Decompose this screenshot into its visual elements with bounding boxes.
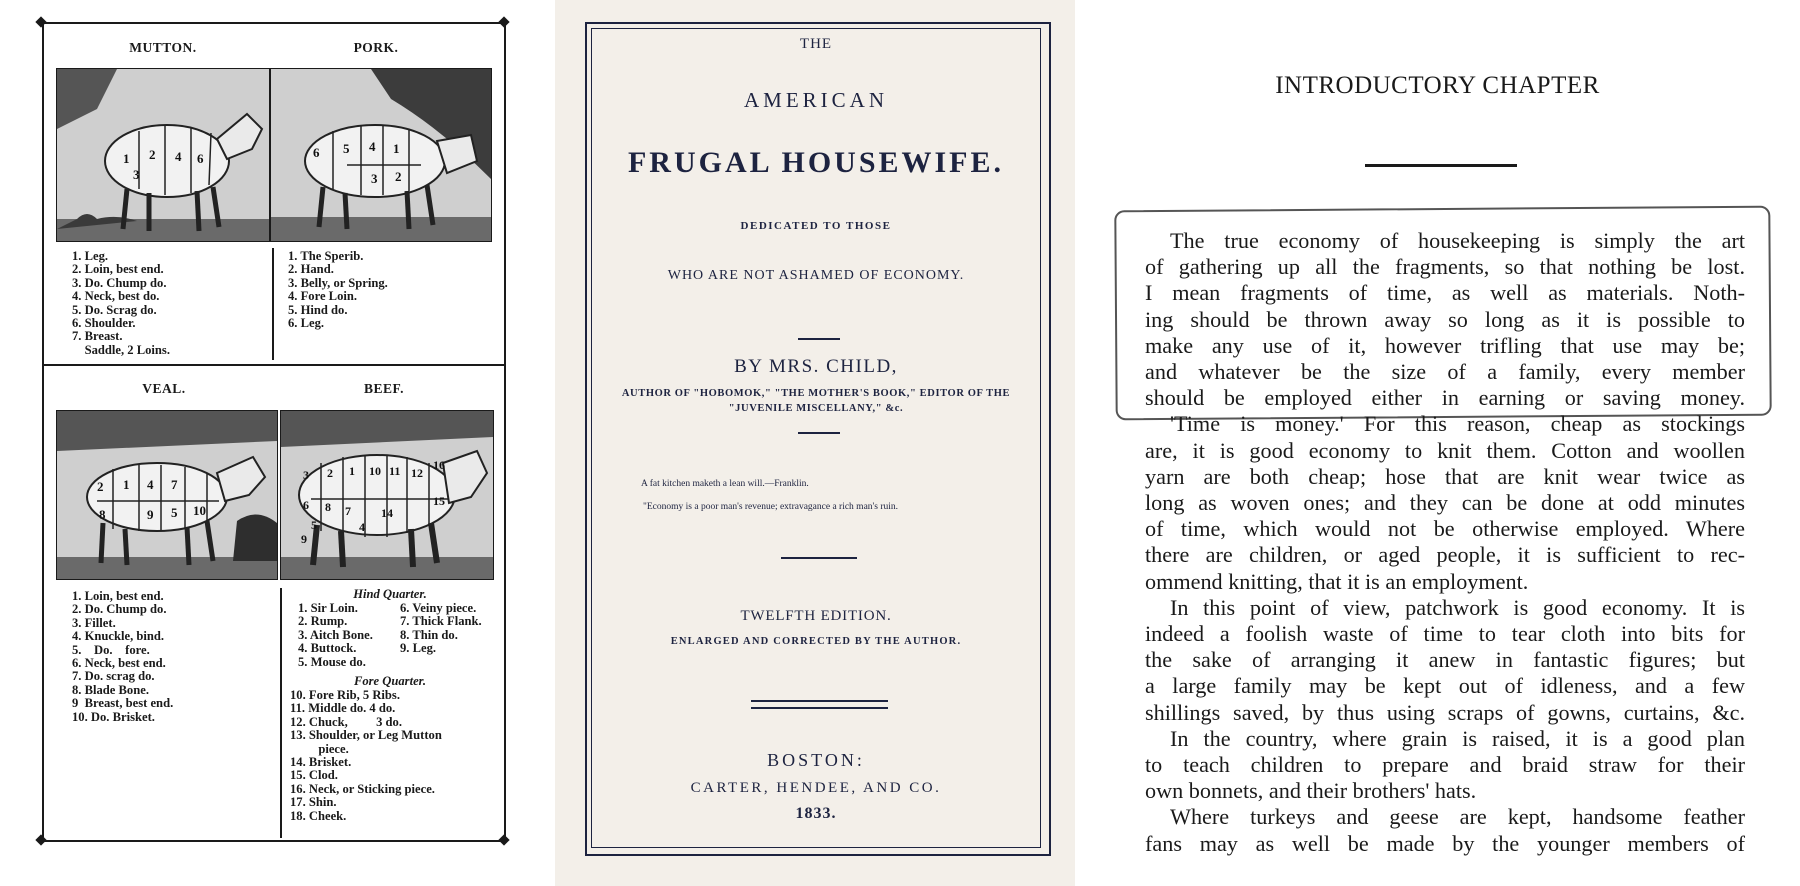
corner-ornament [498, 834, 509, 845]
beef-cut: 14. Brisket. [290, 755, 352, 770]
chapter-text-line: The true economy of housekeeping is simply the art [1170, 228, 1745, 253]
beef-cut-number: 10 [369, 464, 381, 478]
beef-fore-list [290, 689, 442, 823]
mutton-cut: 3. Do. Chump do. [72, 275, 167, 290]
chapter-text-line: make any use of it, however trifling that use may be; [1145, 332, 1745, 358]
pork-cut: 5. Hind do. [288, 302, 348, 317]
beef-hind-left-list [298, 602, 373, 669]
frame-left [42, 22, 44, 842]
frame-middle [42, 364, 506, 366]
beef-cut-number: 7 [345, 504, 351, 518]
chapter-title: INTRODUCTORY CHAPTER [1275, 72, 1600, 99]
corner-ornament [35, 16, 46, 27]
beef-cut: 10. Fore Rib, 5 Ribs. [290, 688, 400, 702]
beef-cut: 9. Leg. [400, 641, 437, 656]
chapter-text-line: the sake of arranging it anew in fantastic figures; but [1145, 647, 1745, 673]
mutton-cut: 7. Breast. [72, 329, 123, 344]
beef-cut: 16. Neck, or Sticking piece. [290, 781, 435, 796]
chapter-text-line: long as woven ones; and they can be done at odd minutes [1145, 490, 1745, 515]
frame-divider-top [272, 248, 274, 360]
chapter-text-line: ing should be thrown away so long as it is possible to [1145, 306, 1745, 332]
veal-cut: 4. Knuckle, bind. [72, 629, 165, 644]
beef-cut: 12. Chuck, 3 do. [290, 714, 402, 729]
veal-engraving [56, 410, 278, 580]
author-name: BY MRS. CHILD, [734, 356, 898, 377]
veal-cut-number: 10 [193, 503, 206, 518]
mutton-cut-number: 3 [133, 167, 140, 182]
edition: TWELFTH EDITION. [740, 608, 892, 624]
epigraph-1: A fat kitchen maketh a lean will.—Franklin. [641, 479, 809, 489]
veal-cut-number: 4 [147, 477, 154, 492]
title-rule [781, 557, 857, 559]
title-double-rule [751, 707, 888, 709]
chapter-text-line: In the country, where grain is raised, it is a good plan [1170, 725, 1745, 751]
title-rule [798, 338, 840, 340]
epigraph-2: "Economy is a poor man's revenue; extravagance a rich man's ruin. [643, 502, 899, 512]
edition-note: ENLARGED AND CORRECTED BY THE AUTHOR. [670, 636, 962, 647]
veal-cut: 2. Do. Chump do. [72, 602, 167, 617]
pork-cut-number: 1 [393, 141, 400, 156]
beef-cut: 18. Cheek. [290, 808, 347, 823]
beef-cut-number: 9 [301, 532, 307, 546]
chapter-text-line: yarn are both cheap; hose that are knit wear twice as [1145, 463, 1745, 489]
beef-cut: 4. Buttock. [298, 641, 357, 656]
veal-cut: 10. Do. Brisket. [72, 709, 155, 724]
mutton-cut-number: 1 [123, 151, 130, 166]
beef-cut: 8. Thin do. [400, 627, 458, 642]
veal-cut: 9 Breast, best end. [72, 696, 174, 711]
beef-cut: 1. Sir Loin. [298, 601, 358, 615]
beef-cut-number: 2 [327, 466, 333, 480]
frame-bottom [42, 840, 506, 842]
chapter-text-line: fans may as well be made by the younger members of [1145, 830, 1745, 856]
dedication-line-2: WHO ARE NOT ASHAMED OF ECONOMY. [667, 268, 965, 283]
chapter-text-line: own bonnets, and their brothers' hats. [1145, 778, 1477, 804]
mutton-cut: Saddle, 2 Loins. [72, 342, 170, 357]
beef-cut-number: 3 [303, 468, 309, 482]
mutton-engraving [56, 68, 270, 242]
pork-cut-number: 2 [395, 169, 402, 184]
mutton-cut: 2. Loin, best end. [72, 262, 164, 277]
beef-cut: 17. Shin. [290, 795, 337, 810]
veal-cut-number: 9 [147, 507, 154, 522]
beef-cut: 15. Clod. [290, 768, 338, 783]
beef-cut: 6. Veiny piece. [400, 601, 477, 615]
pork-cut-list [288, 250, 388, 330]
beef-cut-number: 4 [359, 520, 365, 534]
frame-right [504, 22, 506, 842]
chapter-text-line: In this point of view, patchwork is good economy. It is [1170, 594, 1745, 620]
veal-cut: 6. Neck, best end. [72, 656, 166, 671]
mutton-cut-number: 6 [197, 151, 204, 166]
introductory-chapter-panel [1075, 0, 1800, 886]
beef-cut: 13. Shoulder, or Leg Mutton [290, 728, 442, 743]
pork-cut-number: 4 [369, 139, 376, 154]
pork-title: PORK. [353, 40, 399, 55]
pork-cut-number: 5 [343, 141, 350, 156]
veal-cut-number: 1 [123, 477, 130, 492]
title-double-rule [751, 700, 888, 702]
pork-cut: 6. Leg. [288, 316, 325, 331]
beef-cut-number: 16 [433, 458, 445, 472]
title-the: THE [799, 36, 833, 52]
imprint-year: 1833. [795, 805, 837, 822]
corner-ornament [498, 16, 509, 27]
frame-divider-bottom [280, 588, 282, 838]
chapter-text-line: of gathering up all the fragments, so that nothing be lost. [1145, 254, 1745, 280]
chapter-text-line: I mean fragments of time, as well as materials. Noth- [1145, 280, 1745, 306]
beef-cut-number: 14 [381, 506, 393, 520]
veal-cut-number: 8 [99, 507, 106, 522]
mutton-title: MUTTON. [129, 40, 197, 55]
mutton-cut-number: 4 [175, 149, 182, 164]
chapter-text-line: Where turkeys and geese are kept, handsome feather [1170, 804, 1745, 830]
chapter-text-line: of time, which would not be otherwise employed. Where [1145, 516, 1745, 542]
chapter-text-line: there are children, or aged people, it is sufficient to rec- [1145, 542, 1745, 568]
beef-cut-number: 11 [389, 464, 401, 478]
beef-hind-right-list [400, 602, 482, 656]
beef-cut-number: 8 [325, 500, 331, 514]
beef-cut: 5. Mouse do. [298, 654, 366, 669]
book-title: FRUGAL HOUSEWIFE. [627, 146, 1005, 179]
beef-cut-number: 5 [311, 518, 317, 532]
beef-cut: 3. Aitch Bone. [298, 627, 373, 642]
chapter-text-line: are, it is good economy to knit them. Cotton and woollen [1145, 437, 1745, 463]
veal-cut: 1. Loin, best end. [72, 589, 164, 603]
mutton-cut: 4. Neck, best do. [72, 289, 160, 304]
meat-chart-panel [0, 0, 555, 886]
imprint-publisher: CARTER, HENDEE, AND CO. [690, 780, 942, 796]
chapter-text-line: indeed a foolish waste of time to tear cloth into bits for [1145, 621, 1745, 646]
author-credit-1: AUTHOR OF "HOBOMOK," "THE MOTHER'S BOOK," EDITOR OF THE [621, 388, 1011, 399]
chapter-text-line: and whatever be the size of a family, every member [1145, 359, 1745, 384]
veal-cut-number: 2 [97, 479, 104, 494]
mutton-cut-list [72, 250, 170, 357]
imprint-city: BOSTON: [767, 750, 865, 770]
beef-cut-number: 12 [411, 466, 423, 480]
veal-cut-number: 7 [171, 477, 178, 492]
pork-cut: 1. The Sperib. [288, 249, 364, 263]
beef-cut: 2. Rump. [298, 614, 348, 629]
author-credit-2: "JUVENILE MISCELLANY," &c. [728, 403, 904, 414]
chapter-text-line: shillings saved, by thus using scraps of gowns, curtains, &c. [1145, 699, 1745, 725]
beef-cut-number: 15 [433, 494, 445, 508]
veal-cut: 7. Do. scrag do. [72, 669, 155, 684]
chapter-rule [1365, 164, 1517, 167]
chapter-text-line: 'Time is money.' For this reason, cheap as stockings [1170, 411, 1745, 437]
chapter-text-line: should be employed either in earning or saving money. [1145, 385, 1745, 411]
title-page-panel [555, 0, 1075, 886]
pork-cut: 3. Belly, or Spring. [288, 275, 388, 290]
veal-cut-number: 5 [171, 505, 178, 520]
beef-title: BEEF. [364, 381, 404, 396]
frame-top [42, 22, 506, 24]
beef-cut: piece. [290, 741, 349, 756]
title-rule [798, 432, 840, 434]
veal-cut: 8. Blade Bone. [72, 682, 149, 697]
chapter-text-line: to teach children to prepare and braid straw for their [1145, 752, 1745, 777]
veal-cut-list [72, 590, 173, 724]
pork-cut: 4. Fore Loin. [288, 289, 358, 304]
corner-ornament [35, 834, 46, 845]
pork-cut-number: 3 [371, 171, 378, 186]
dedication-line-1: DEDICATED TO THOSE [740, 220, 892, 232]
pork-engraving [270, 68, 492, 242]
veal-title: VEAL. [142, 381, 186, 396]
chapter-text-line: ommend knitting, that it is an employment. [1145, 568, 1529, 594]
beef-hind-quarter-label: Hind Quarter. [353, 587, 427, 601]
veal-cut: 3. Fillet. [72, 615, 116, 630]
mutton-cut: 6. Shoulder. [72, 316, 136, 331]
beef-cut-number: 6 [303, 498, 309, 512]
beef-cut: 7. Thick Flank. [400, 614, 482, 629]
veal-cut: 5. Do. fore. [72, 642, 150, 657]
mutton-cut: 1. Leg. [72, 249, 109, 263]
mutton-cut-number: 2 [149, 147, 156, 162]
beef-fore-quarter-label: Fore Quarter. [353, 674, 427, 688]
title-american: AMERICAN [743, 88, 888, 112]
beef-engraving [280, 410, 494, 580]
chapter-text-line: a large family may be kept out of idleness, and a few [1145, 673, 1745, 699]
mutton-cut: 5. Do. Scrag do. [72, 302, 157, 317]
pork-cut-number: 6 [313, 145, 320, 160]
beef-cut: 11. Middle do. 4 do. [290, 701, 396, 716]
beef-cut-number: 1 [349, 464, 355, 478]
pork-cut: 2. Hand. [288, 262, 334, 277]
